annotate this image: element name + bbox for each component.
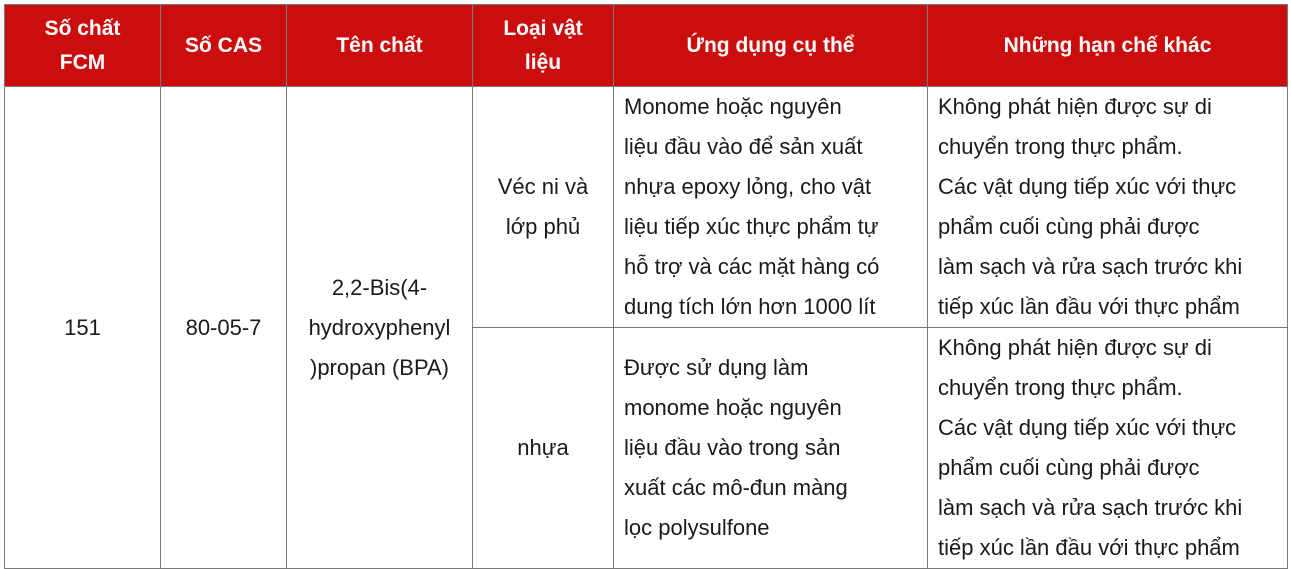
regulation-table: [4, 4, 1288, 569]
header-row: [5, 5, 1288, 87]
restrictions-cell: Không phát hiện được sự di chuyển trong thực phẩm. Các vật dụng tiếp xúc với thực phẩm cuối cùng phải được làm sạch và rửa sạch trước khi tiếp xúc lần đầu với thực phẩm: [928, 328, 1288, 569]
substance-name-cell: 2,2-Bis(4- hydroxyphenyl )propan (BPA): [287, 87, 473, 569]
application-cell: Được sử dụng làm monome hoặc nguyên liệu đầu vào trong sản xuất các mô-đun màng lọc polysulfone: [614, 328, 928, 569]
restrictions-cell: Không phát hiện được sự di chuyển trong thực phẩm. Các vật dụng tiếp xúc với thực phẩm cuối cùng phải được làm sạch và rửa sạch trước khi tiếp xúc lần đầu với thực phẩm: [928, 87, 1288, 328]
cas-number-cell: 80-05-7: [161, 87, 287, 569]
header-cas-number: Số CAS: [161, 5, 287, 87]
application-cell: Monome hoặc nguyên liệu đầu vào để sản xuất nhựa epoxy lỏng, cho vật liệu tiếp xúc thực phẩm tự hỗ trợ và các mặt hàng có dung tích lớn hơn 1000 lít: [614, 87, 928, 328]
fcm-number-cell: 151: [5, 87, 161, 569]
table-row: [5, 87, 1288, 328]
material-type-cell: nhựa: [473, 328, 614, 569]
header-substance-name: Tên chất: [287, 5, 473, 87]
header-material-type: Loại vật liệu: [473, 5, 614, 87]
header-other-restrictions: Những hạn chế khác: [928, 5, 1288, 87]
header-fcm-number: Số chất FCM: [5, 5, 161, 87]
header-specific-application: Ứng dụng cụ thể: [614, 5, 928, 87]
material-type-cell: Véc ni và lớp phủ: [473, 87, 614, 328]
